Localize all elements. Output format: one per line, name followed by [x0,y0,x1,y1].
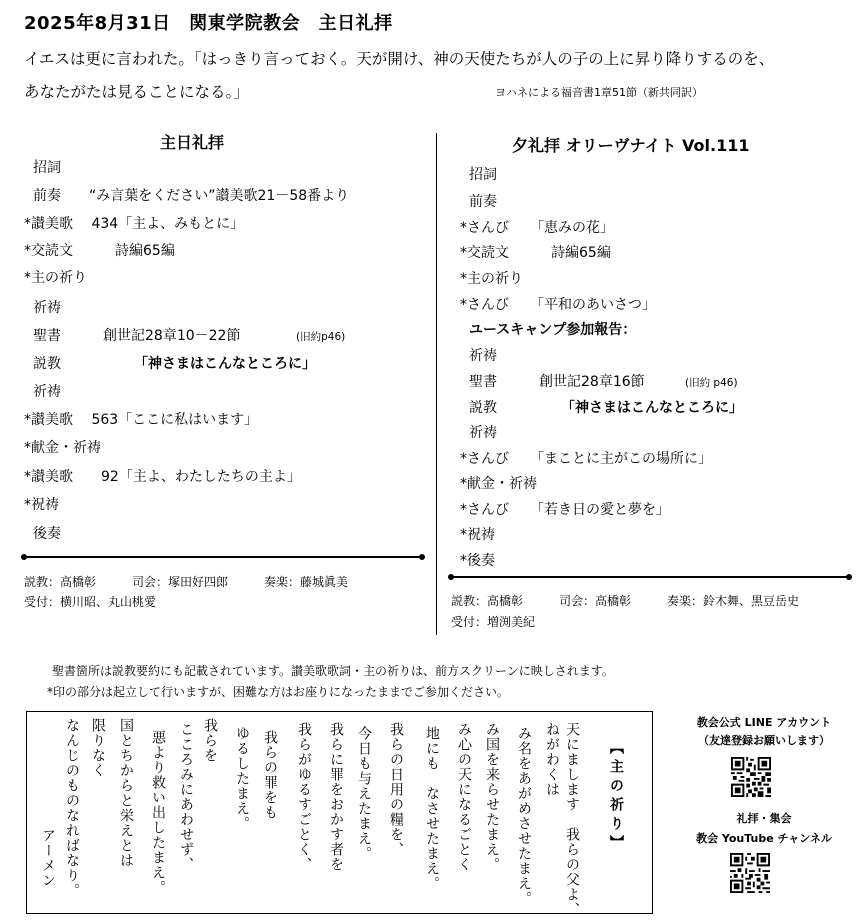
prayer-line: 我らの罪をも [262,730,278,820]
prayer-line: 我らを [202,718,218,763]
morning-item: 祈祷 [33,384,61,400]
youtube-title: 礼拝・集会 [736,812,792,825]
morning-sermon-title: 「神さまはこんなところに」 [134,356,316,372]
morning-staff: 説教：高橋彰 司会：塚田好四郎 奏楽：藤城眞美 [24,575,349,589]
evening-staff: 説教：高橋彰 司会：高橋彰 奏楽：鈴木舞、黒豆岳史 [451,594,800,608]
morning-service-title: 主日礼拝 [160,133,225,152]
prayer-line: み国を来らせたまえ。 [484,722,500,872]
line-subtitle: （友達登録お願いします） [698,734,830,747]
prayer-line: 限りなく [90,718,106,778]
evening-item: 前奏 [469,194,497,210]
evening-service-title: 夕礼拝 オリーヴナイト Vol.111 [512,136,750,155]
evening-item: *主の祈り [460,271,523,287]
prayer-line: み心の天になるごとく [456,722,472,872]
evening-item: *さんび 「若き日の愛と夢を」 [460,502,670,518]
morning-item: 後奏 [33,526,61,542]
note-line-2: *印の部分は起立して行いますが、困難な方はお座りになったままでご参加ください。 [47,685,510,699]
evening-item: 祈祷 [469,425,497,441]
prayer-line: こころみにあわせず、 [178,722,194,872]
evening-item: *さんび 「恵みの花」 [460,220,614,236]
prayer-line: 国とちからと栄えとは [118,718,134,868]
evening-item: *献金・祈祷 [460,476,537,492]
verse-line-2: あなたがたは見ることになる。」 [24,83,249,101]
prayer-line: み名をあがめさせたまえ。 [516,726,532,906]
morning-item: 聖書 創世記28章10－22節 [33,328,241,344]
lords-prayer-box [26,711,653,917]
evening-item: *さんび 「平和のあいさつ」 [460,297,656,313]
morning-item: *交読文 詩編65編 [24,243,175,259]
line-qr-code[interactable] [731,757,771,797]
morning-item: *祝祷 [24,497,59,513]
morning-item: *讃美歌 92「主よ、わたしたちの主よ」 [24,469,301,485]
morning-item: 説教 [33,356,61,372]
morning-item: 前奏 “み言葉をください”讃美歌21－58番より [33,188,350,204]
page-title: 2025年8月31日 関東学院教会 主日礼拝 [24,13,393,34]
morning-item: 招詞 [33,160,61,176]
evening-item: *交読文 詩編65編 [460,245,611,261]
morning-scripture-note: (旧約p46) [296,331,346,343]
prayer-line: 悪より救い出したまえ。 [150,730,166,895]
morning-item: *献金・祈祷 [24,440,101,456]
evening-item: 祈祷 [469,348,497,364]
verse-line-1: イエスは更に言われた。「はっきり言っておく。天が開け、神の天使たちが人の子の上に昇り降りするのを、 [24,50,775,68]
evening-sermon-title: 「神さまはこんなところに」 [561,400,743,416]
verse-source: ヨハネによる福音書1章51節（新共同訳） [495,86,703,99]
column-divider [436,133,437,635]
prayer-line: 我らがゆるすごとく、 [296,722,312,872]
morning-divider [24,556,422,558]
evening-scripture-note: (旧約 p46) [685,377,738,389]
evening-item: 招詞 [469,167,497,183]
line-title: 教会公式 LINE アカウント [696,716,832,729]
evening-item: *さんび 「まことに主がこの場所に」 [460,451,712,467]
evening-reception: 受付：増渕美紀 [451,615,536,629]
morning-item: *讃美歌 563「ここに私はいます」 [24,412,259,428]
prayer-line: なんじのものなればなり。 [64,718,80,898]
prayer-line: 今日も与えたまえ。 [356,726,372,861]
evening-item: *祝祷 [460,527,495,543]
prayer-line: アーメン [40,828,56,888]
youtube-subtitle: 教会 YouTube チャンネル [696,832,832,845]
prayer-line: 地にも なさせたまえ。 [424,726,440,891]
lords-prayer-heading: 【主の祈り】 [608,740,624,854]
note-line-1: 聖書箇所は説教要約にも記載されています。讃美歌歌詞・主の祈りは、前方スクリーンに映しされます。 [52,664,614,678]
morning-item: *讃美歌 434「主よ、みもとに」 [24,216,245,232]
prayer-line: ねがわくは [544,722,560,797]
youtube-qr-code[interactable] [730,853,770,893]
evening-item: *後奏 [460,553,495,569]
evening-item: 説教 [469,400,497,416]
prayer-line: 我らに罪をおかす者を [328,722,344,872]
evening-item: ユースキャンプ参加報告： [469,322,637,338]
evening-divider [451,576,849,578]
prayer-line: 我らの日用の糧を、 [388,722,404,857]
morning-item: 祈祷 [33,300,61,316]
prayer-line: 天にまします 我らの父よ、 [564,722,580,917]
morning-reception: 受付：横川昭、丸山桃愛 [24,595,157,609]
evening-item: 聖書 創世記28章16節 [469,374,645,390]
morning-item: *主の祈り [24,270,87,286]
prayer-line: ゆるしたまえ。 [234,726,250,831]
